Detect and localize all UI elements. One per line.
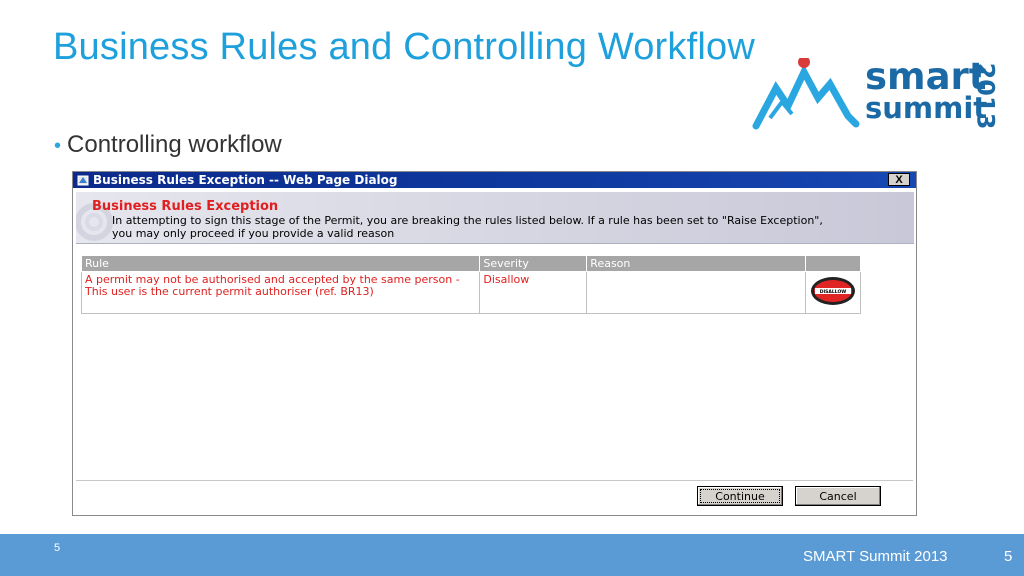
footer-bar: [0, 534, 1024, 576]
bullet-item: [54, 131, 282, 159]
bullet-text: Controlling workflow: [67, 131, 282, 158]
header-icon: [805, 256, 860, 272]
logo-year: [970, 62, 1000, 130]
header-reason: Reason: [587, 256, 806, 272]
logo-word-summit: summit: [865, 91, 988, 125]
disallow-icon: [810, 276, 856, 306]
header-severity: Severity: [480, 256, 587, 272]
dialog-title: Business Rules Exception -- Web Page Dialog: [93, 173, 398, 187]
exception-banner: [76, 192, 914, 244]
cancel-button[interactable]: Cancel: [795, 486, 881, 506]
cell-severity: Disallow: [480, 272, 587, 314]
smart-summit-logo: [752, 55, 1008, 132]
logo-year-text: 2013: [971, 62, 1000, 130]
cell-rule: A permit may not be authorised and accepted by the same person - This user is the current permit authoriser (ref. BR13): [82, 272, 480, 314]
mountain-logo-icon: [752, 58, 864, 132]
banner-title: Business Rules Exception: [92, 199, 279, 214]
bullet-dot: •: [54, 135, 62, 157]
disallow-icon-label: DISALLOW: [819, 290, 847, 295]
continue-button[interactable]: Continue: [697, 486, 783, 506]
cell-reason[interactable]: [587, 272, 806, 314]
table-header-row: [82, 256, 861, 272]
logo-word-smart: smart: [865, 55, 987, 98]
footer-page-number-left: 5: [54, 542, 61, 554]
cell-icon: [805, 272, 860, 314]
close-icon: X: [895, 173, 903, 186]
banner-message: In attempting to sign this stage of the Permit, you are breaking the rules listed below. If a rule has been set to "Raise Exception", you may only proceed if you provide a valid reason: [112, 214, 823, 240]
rules-table: [81, 255, 861, 314]
dialog-titlebar[interactable]: [73, 172, 916, 188]
dialog-footer-divider: [76, 480, 913, 481]
business-rules-dialog: [72, 171, 917, 516]
slide-title: Business Rules and Controlling Workflow: [53, 26, 755, 68]
footer-page-number-right: 5: [1004, 548, 1013, 565]
footer-text: SMART Summit 2013: [803, 548, 948, 565]
close-button[interactable]: [888, 173, 910, 186]
header-rule: Rule: [82, 256, 480, 272]
dialog-app-icon: [77, 174, 89, 186]
table-row: [82, 272, 861, 314]
